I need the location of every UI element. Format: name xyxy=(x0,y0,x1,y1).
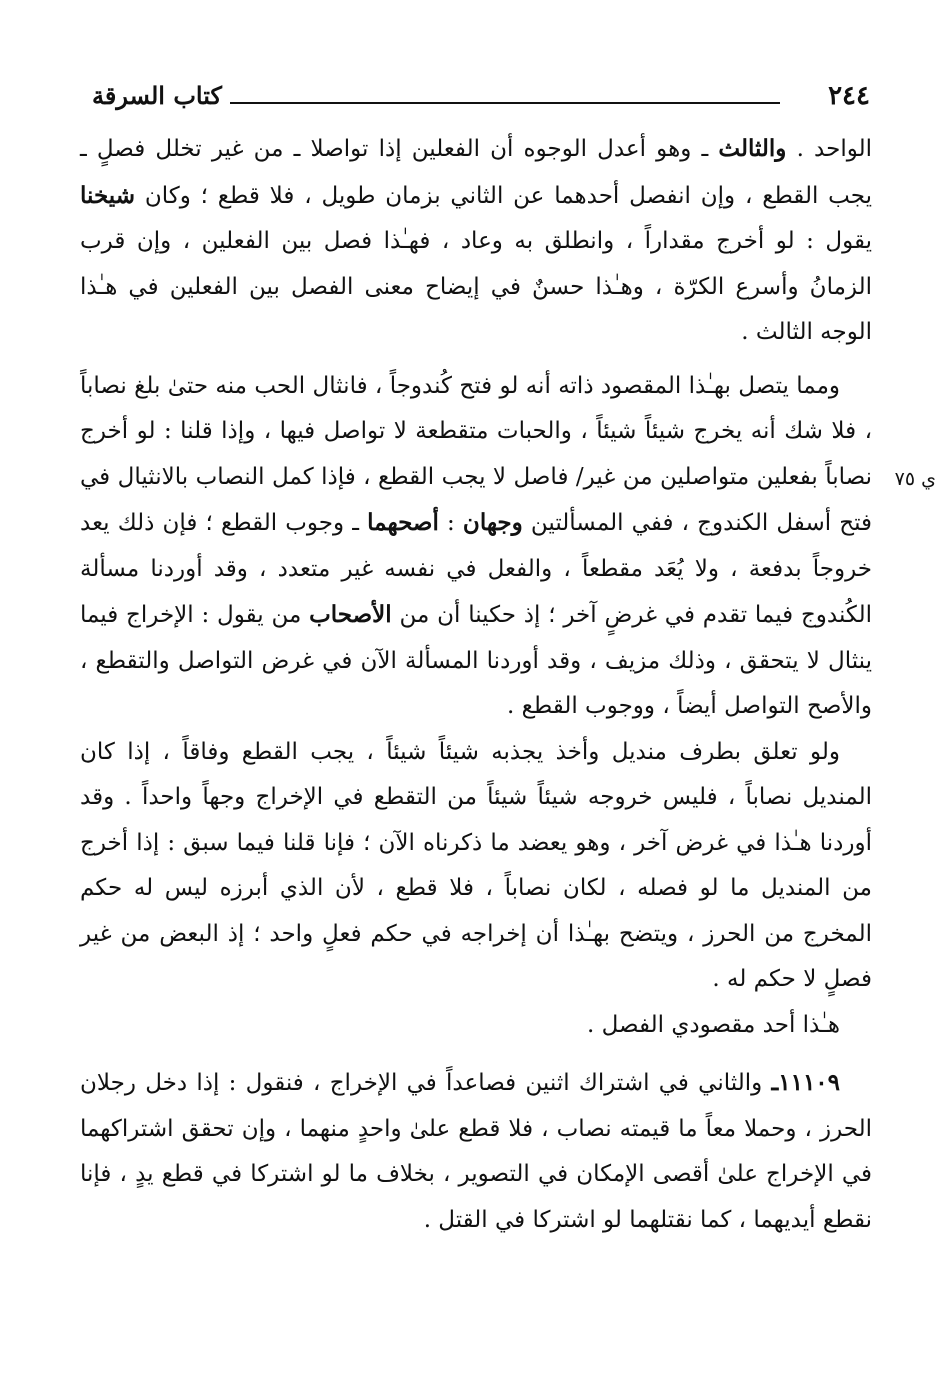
text-run: ومما يتصل بهـٰذا المقصود ذاته أنه لو فتح كُندوجاً ، فانثال الحب منه حتىٰ بلغ نصاباً ، فلا شك أنه يخرج شيئاً شيئاً ، والحبات متقطعة لا تواصل فيها ، وإذا قلنا : لو أخرج نصاباً بفعلين متواصلين من غير/ فاصل لا يجب القطع ، فإذا كمل النصاب بالانثيال في فتح أسفل الكندوج ، ففي المسألتين xyxy=(80,372,873,536)
keyword-third: والثالث xyxy=(718,135,787,162)
running-title: كتاب السرقة xyxy=(92,81,222,110)
body-text xyxy=(80,126,872,1243)
text-run: ـ وهو أعدل الوجوه أن الفعلين إذا تواصلا ـ من غير تخلل فصلٍ ـ يجب القطع ، وإن انفصل أحدهما عن الثاني بزمان طويل ، فلا قطع ؛ وكان xyxy=(80,136,872,209)
text-run: من يقول : الإخراج فيما ينثال لا يتحقق ، وذلك مزيف ، وقد أوردنا المسألة الآن في غرض التواصل والتقطع ، والأصح التواصل أيضاً ، ووجوب القطع . xyxy=(80,602,873,719)
text-run: والثاني في اشتراك اثنين فصاعداً في الإخراج ، فنقول : إذا دخل رجلان الحرز ، وحملا معاً ما قيمته نصاب ، فلا قطع علىٰ واحدٍ منهما ، وإن تحقق اشتراكهما في الإخراج علىٰ أقصى الإمكان في التصوير ، بخلاف ما لو اشتركا في قطع يدٍ ، فإنا نقطع أيديهما ، كما نقتلهما لو اشتركا في القتل . xyxy=(80,1070,872,1233)
paragraph-3: ولو تعلق بطرف منديل وأخذ يجذبه شيئاً شيئاً ، يجب القطع وفاقاً ، إذا كان المنديل نصاباً ، فليس خروجه شيئاً شيئاً من التقطع في الإخراج وجهاً واحداً . وقد أوردنا هـٰذا في غرض آخر ، وهو يعضد ما ذكرناه الآن ؛ فإنا قلنا فيما سبق : إذا أخرج من المنديل ما لو فصله ، لكان نصاباً ، فلا قطع ، لأن الذي أبرزه ليس له حكم المخرج من الحرز ، ويتضح بهـٰذا أن إخراجه في حكم فعلٍ واحد ؛ إذ البعض من غير فصلٍ لا حكم له . xyxy=(80,738,872,992)
paragraph-2 xyxy=(80,364,872,730)
text-run: ـ وجوب القطع ؛ فإن ذلك يعد خروجاً بدفعة ، ولا يُعَد مقطعاً ، والفعل في نفسه غير متعدد ، وقد أوردنا مسألة الكُندوج فيما تقدم في غرضٍ آخر ؛ إذ حكينا أن من xyxy=(80,510,873,628)
text-run: الواحد . xyxy=(796,136,872,162)
section-number: ١١١٠٩ـ xyxy=(771,1069,841,1096)
margin-reference-note: ي ٧٥ xyxy=(894,468,936,490)
page-number: ٢٤٤ xyxy=(828,81,870,111)
keyword-shaykh: شيخنا xyxy=(80,181,136,209)
paragraph-4: هـٰذا أحد مقصودي الفصل . xyxy=(587,1011,840,1038)
page-header xyxy=(92,78,870,116)
paragraph-5 xyxy=(80,1060,872,1243)
keyword-two-views: وجهان xyxy=(462,509,523,536)
header-rule xyxy=(230,102,780,104)
text-run: يقول : لو أخرج مقداراً ، وانطلق به وعاد ، فهـٰذا فصل بين الفعلين ، وإن قرب الزمانُ وأسرع الكرّة ، وهـٰذا حسنٌ في إيضاح معنى الفصل بين الفعلين في هـٰذا الوجه الثالث . xyxy=(80,228,872,345)
text-run: : xyxy=(447,510,455,536)
keyword-companions: الأصحاب xyxy=(309,601,392,628)
paragraph-1 xyxy=(80,126,872,356)
keyword-sounder: أصحهما xyxy=(367,509,439,536)
